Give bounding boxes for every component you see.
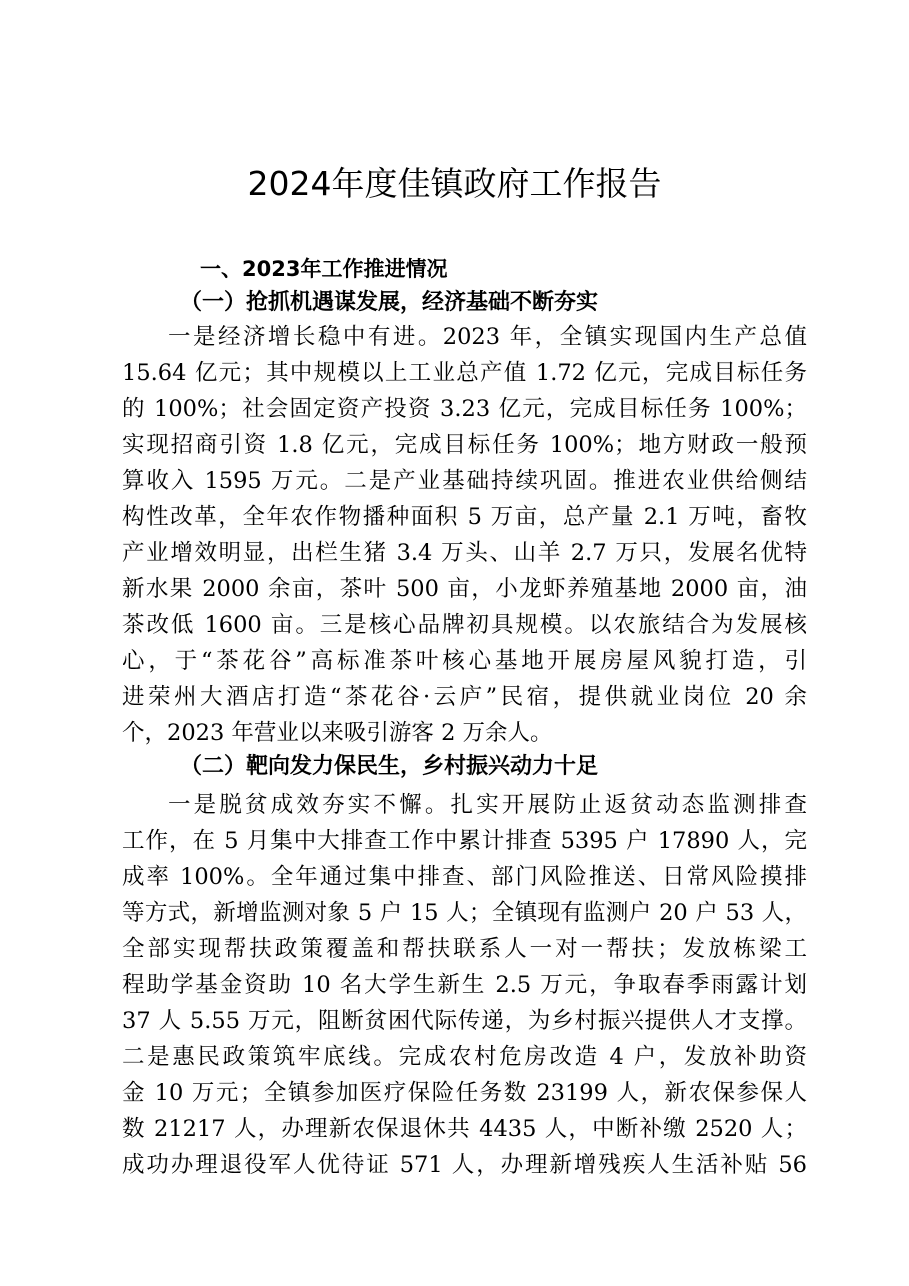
paragraph-line: 工作，在 5 月集中大排查工作中累计排查 5395 户 17890 人，完 bbox=[122, 828, 807, 854]
paragraph-line: 数 21217 人，办理新农保退休共 4435 人，中断补缴 2520 人； bbox=[122, 1116, 807, 1142]
section-heading-1: 一、2023年工作推进情况 bbox=[200, 257, 448, 281]
paragraph-line: 程助学基金资助 10 名大学生新生 2.5 万元，争取春季雨露计划 bbox=[122, 972, 807, 998]
paragraph-line: 一是脱贫成效夯实不懈。扎实开展防止返贫动态监测排查 bbox=[168, 792, 807, 818]
paragraph-line: 全部实现帮扶政策覆盖和帮扶联系人一对一帮扶；发放栋梁工 bbox=[122, 936, 807, 962]
paragraph-line: 金 10 万元；全镇参加医疗保险任务数 23199 人，新农保参保人 bbox=[122, 1080, 807, 1106]
paragraph-line: 成率 100%。全年通过集中排查、部门风险推送、日常风险摸排 bbox=[122, 864, 807, 890]
paragraph-line: 新水果 2000 余亩，茶叶 500 亩，小龙虾养殖基地 2000 亩，油 bbox=[122, 576, 807, 602]
paragraph-line: 等方式，新增监测对象 5 户 15 人；全镇现有监测户 20 户 53 人， bbox=[122, 900, 807, 926]
paragraph-line: 成功办理退役军人优待证 571 人，办理新增残疾人生活补贴 56 bbox=[122, 1152, 807, 1178]
paragraph-line: 二是惠民政策筑牢底线。完成农村危房改造 4 户，发放补助资 bbox=[122, 1044, 807, 1070]
paragraph-line: 个，2023 年营业以来吸引游客 2 万余人。 bbox=[122, 720, 553, 746]
paragraph-line: 产业增效明显，出栏生猪 3.4 万头、山羊 2.7 万只，发展名优特 bbox=[122, 540, 807, 566]
paragraph-line: 37 人 5.55 万元，阻断贫困代际传递，为乡村振兴提供人才支撑。 bbox=[122, 1008, 807, 1034]
paragraph-line: 进荣州大酒店打造“茶花谷·云庐”民宿，提供就业岗位 20 余 bbox=[122, 684, 807, 710]
paragraph-line: 心，于“茶花谷”高标准茶叶核心基地开展房屋风貌打造，引 bbox=[122, 648, 807, 674]
paragraph-line: 构性改革，全年农作物播种面积 5 万亩，总产量 2.1 万吨，畜牧 bbox=[122, 504, 807, 530]
paragraph-line: 实现招商引资 1.8 亿元，完成目标任务 100%；地方财政一般预 bbox=[122, 432, 807, 458]
document-title: 2024年度佳镇政府工作报告 bbox=[247, 164, 662, 203]
paragraph-line: 算收入 1595 万元。二是产业基础持续巩固。推进农业供给侧结 bbox=[122, 468, 807, 494]
paragraph-line: 茶改低 1600 亩。三是核心品牌初具规模。以农旅结合为发展核 bbox=[122, 612, 807, 638]
paragraph-line: 15.64 亿元；其中规模以上工业总产值 1.72 亿元，完成目标任务 bbox=[122, 360, 807, 386]
paragraph-line: 的 100%；社会固定资产投资 3.23 亿元，完成目标任务 100%； bbox=[122, 396, 807, 422]
paragraph-line: 一是经济增长稳中有进。2023 年，全镇实现国内生产总值 bbox=[168, 324, 807, 350]
subsection-heading-1: （一）抢抓机遇谋发展，经济基础不断夯实 bbox=[180, 289, 599, 315]
subsection-heading-2: （二）靶向发力保民生，乡村振兴动力十足 bbox=[180, 753, 599, 779]
